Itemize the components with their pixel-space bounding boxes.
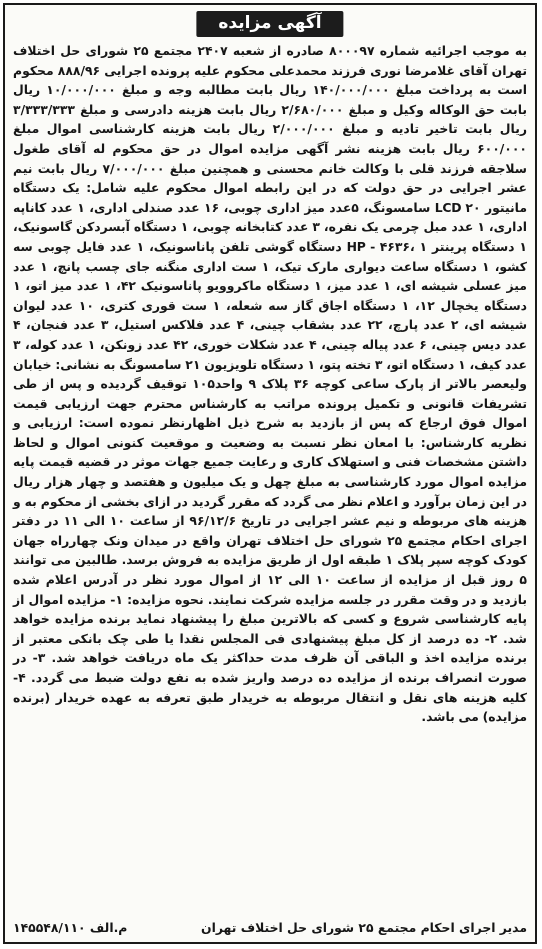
notice-footer (13, 918, 527, 938)
reference-code: م.الف ۱۴۵۵۴۸/۱۱۰ (13, 920, 128, 935)
notice-title: آگهی مزایده (196, 11, 343, 37)
notice-body: به موجب اجرائیه شماره ۸۰۰۰۹۷ صادره از شعبه ۲۴۰۷ مجتمع ۲۵ شورای حل اختلاف تهران آقای غلامرضا نوری فرزند محمدعلی محکوم علیه پرونده اجرایی ۸۸۸/۹۶ محکوم است به پرداخت مبلغ ۱۴۰/۰۰۰/۰۰۰ ریال بابت مطالبه وجه و مبلغ ۱۰/۰۰۰/۰۰۰ ریال بابت حق الوکاله وکیل و مبلغ ۲/۶۸۰/۰۰۰ ریال بابت هزینه دادرسی و مبلغ ۳/۳۳۳/۳۳۳ ریال بابت تاخیر تادیه و مبلغ ۲/۰۰۰/۰۰۰ ریال بابت هزینه کارشناسی اموال مبلغ ۶۰۰/۰۰۰ ریال بابت هزینه نشر آگهی مزایده اموال در حق محکوم له آقای طغول سلاجقه فرزند قلی با وکالت خانم محسنی و همچنین مبلغ ۷/۰۰۰/۰۰۰ ریال بابت نیم عشر اجرایی در حق دولت که در این رابطه اموال محکوم علیه شامل: یک دستگاه مانیتور LCD ۲۰ سامسونگ، ۵عدد میز اداری چوبی، ۱۶ عدد صندلی اداری، ۱ عدد کاناپه اداری، ۱ عدد مبل چرمی یک نفره، ۳ عدد کتابخانه چوبی، ۱ دستگاه آبسردکن گاسونیک، ۱ دستگاه پرینتر HP - ۴۶۳۶، ۱ دستگاه گوشی تلفن پاناسونیک، ۱ عدد فایل چوبی سه کشو، ۱ دستگاه ساعت دیواری مارک تیک، ۱ ست اداری منگنه جای چسب پانچ، ۱ عدد میز عسلی شیشه ای، ۱ عدد میز، ۱ دستگاه ماکروویو پاناسونیک ۴۲، ۱ عدد میز اتو، ۱ دستگاه یخچال ۱۲، ۱ دستگاه اجاق گاز سه شعله، ۱ ست قوری کتری، ۱۰ عدد لیوان شیشه ای، ۲ عدد پارچ، ۲۲ عدد بشقاب چینی، ۴ عدد فلاکس استیل، ۳ عدد فنجان، ۴ عدد دیس چینی، ۶ عدد پیاله چینی، ۴ عدد شکلات خوری، ۴۲ عدد زونکن، ۱ عدد کوله، ۳ عدد کیف، ۱ دستگاه اتو، ۳ تخته پتو، ۱ دستگاه تلویزیون ۲۱ سامسونگ به نشانی: خیابان ولیعصر بالاتر از پارک ساعی کوچه ۳۶ پلاک ۹ واحد۱۰۵ توقیف گردیده و پس از طی تشریفات قانونی و تکمیل پرونده مراتب به کارشناس محترم جهت ارزیابی قیمت اموال فوق ارجاع که پس از بازدید به شرح ذیل اظهارنظر نموده است: ارزیابی و نظریه کارشناس: با امعان نظر نسبت به وضعیت و موقعیت کنونی اموال و لحاظ داشتن مشخصات فنی و استهلاک کاری و رعایت جمیع جهات موثر در قضیه قیمت پایه مزایده اموال مورد کارشناسی به مبلغ چهل و یک میلیون و هفتصد و چهار هزار ریال در این زمان برآورد و اعلام نظر می گردد که مقرر گردید در ازای بخشی از محکوم به و هزینه های مربوطه و نیم عشر اجرایی در تاریخ ۹۶/۱۲/۶ از ساعت ۱۰ الی ۱۱ در دفتر اجرای احکام مجتمع ۲۵ شورای حل اختلاف تهران واقع در میدان ونک چهارراه جهان کودک کوچه سپر پلاک ۱ طبقه اول از طریق مزایده به فروش برسد. طالبین می توانند ۵ روز قبل از مزایده از ساعت ۱۰ الی ۱۲ از اموال مورد نظر در آدرس اعلام شده بازدید و در وقت مقرر در جلسه مزایده شرکت نمایند. نحوه مزایده: ۱- مزایده اموال از پایه کارشناسی شروع و کسی که بالاترین مبلغ را پیشنهاد نماید برنده مزایده خواهد شد. ۲- ده درصد از کل مبلغ پیشنهادی فی المجلس نقدا یا طی چک بانکی معتبر از برنده مزایده اخذ و الباقی آن ظرف مدت حداکثر یک ماه دریافت خواهد شد. ۳- در صورت انصراف برنده از مزایده ده درصد واریز شده به نفع دولت ضبط می گردد. ۴- کلیه هزینه های نقل و انتقال مربوطه به خریدار طبق تعرفه به عهده خریدار (برنده مزایده) می باشد. (13, 43, 528, 725)
signature-line: مدیر اجرای احکام مجتمع ۲۵ شورای حل اختلاف تهران (201, 920, 527, 935)
notice-frame (3, 3, 537, 944)
